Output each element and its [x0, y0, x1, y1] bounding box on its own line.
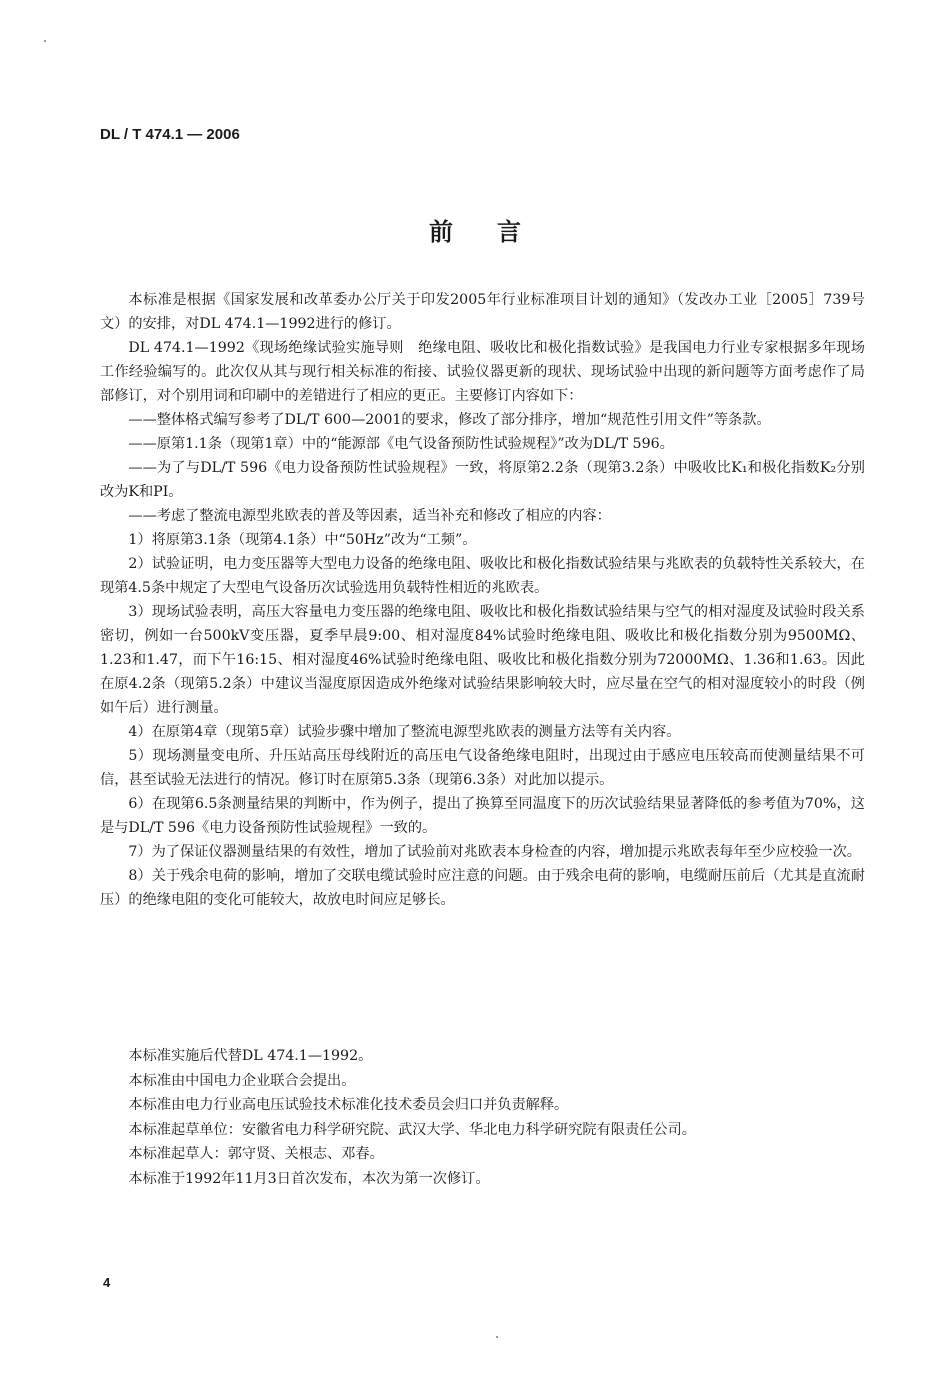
- closing-line: 本标准实施后代替DL 474.1—1992。: [128, 1048, 373, 1064]
- list-item: 4）在原第4章（现第5章）试验步骤中增加了整流电源型兆欧表的测量方法等有关内容。: [128, 724, 681, 740]
- list-item: 1）将原第3.1条（现第4.1条）中“50Hz”改为“工频”。: [128, 532, 477, 548]
- foreword-body: [100, 288, 865, 912]
- page-number: 4: [103, 1275, 111, 1290]
- paragraph-background: DL 474.1—1992《现场绝缘试验实施导则 绝缘电阻、吸收比和极化指数试验》是我国电力行业专家根据多年现场工作经验编写的。此次仅从其与现行相关标准的衔接、试验仪器更新的现状、现场试验中出现的新问题等方面考虑作了局部修订，对个别用词和印刷中的差错进行了相应的更正。主要修订内容如下：: [100, 340, 865, 404]
- page-title: 前言: [429, 218, 565, 246]
- scan-speck: [44, 40, 46, 42]
- closing-line: 本标准由电力行业高电压试验技术标准化技术委员会归口并负责解释。: [128, 1097, 569, 1113]
- closing-line: 本标准由中国电力企业联合会提出。: [128, 1072, 356, 1089]
- scan-speck: [496, 1336, 498, 1338]
- list-item: 8）关于残余电荷的影响，增加了交联电缆试验时应注意的问题。由于残余电荷的影响，电缆耐压前后（尤其是直流耐压）的绝缘电阻的变化可能较大，故放电时间应足够长。: [100, 868, 865, 908]
- paragraph-reference: ——原第1.1条（现第1章）中的“能源部《电气设备预防性试验规程》”改为DL/T 596。: [128, 436, 674, 452]
- list-item: 7）为了保证仪器测量结果的有效性，增加了试验前对兆欧表本身检查的内容，增加提示兆欧表每年至少应校验一次。: [128, 844, 861, 860]
- closing-statements: [100, 1044, 865, 1191]
- paragraph-format: ——整体格式编写参考了DL/T 600—2001的要求，修改了部分排序，增加“规范性引用文件”等条款。: [128, 412, 771, 428]
- list-item: 6）在现第6.5条测量结果的判断中，作为例子，提出了换算至同温度下的历次试验结果显著降低的参考值为70%，这是与DL/T 596《电力设备预防性试验规程》一致的。: [100, 796, 865, 836]
- list-item: 5）现场测量变电所、升压站高压母线附近的高压电气设备绝缘电阻时，出现过由于感应电压较高而使测量结果不可信，甚至试验无法进行的情况。修订时在原第5.3条（现第6.3条）对此加以提示。: [100, 748, 865, 788]
- closing-line: 本标准起草人：郭守贤、关根志、邓春。: [128, 1146, 384, 1162]
- paragraph-terms: ——为了与DL/T 596《电力设备预防性试验规程》一致，将原第2.2条（现第3.2条）中吸收比K₁和极化指数K₂分别改为K和PI。: [100, 460, 865, 500]
- paragraph-rectifier: ——考虑了整流电源型兆欧表的普及等因素，适当补充和修改了相应的内容：: [128, 508, 611, 524]
- closing-line: 本标准起草单位：安徽省电力科学研究院、武汉大学、华北电力科学研究院有限责任公司。: [128, 1121, 696, 1138]
- paragraph-intro: 本标准是根据《国家发展和改革委办公厅关于印发2005年行业标准项目计划的通知》（发改办工业［2005］739号文）的安排，对DL 474.1—1992进行的修订。: [100, 292, 865, 332]
- list-item: 3）现场试验表明，高压大容量电力变压器的绝缘电阻、吸收比和极化指数试验结果与空气的相对湿度及试验时段关系密切，例如一台500kV变压器，夏季早晨9:00、相对湿度84%试验时绝缘电阻、吸收比和极化指数分别为9500MΩ、1.23和1.47，而下午16:15、相对湿度46%试验时绝缘电阻、吸收比和极化指数分别为72000MΩ、1.36和1.63。因此在原4.2条（现第5.2条）中建议当湿度原因造成外绝缘对试验结果影响较大时，应尽量在空气的相对湿度较小的时段（例如午后）进行测量。: [100, 604, 865, 716]
- list-item: 2）试验证明，电力变压器等大型电力设备的绝缘电阻、吸收比和极化指数试验结果与兆欧表的负载特性关系较大，在现第4.5条中规定了大型电气设备历次试验选用负载特性相近的兆欧表。: [100, 556, 865, 596]
- closing-line: 本标准于1992年11月3日首次发布，本次为第一次修订。: [128, 1170, 490, 1187]
- document-header: DL / T 474.1 — 2006: [100, 126, 240, 143]
